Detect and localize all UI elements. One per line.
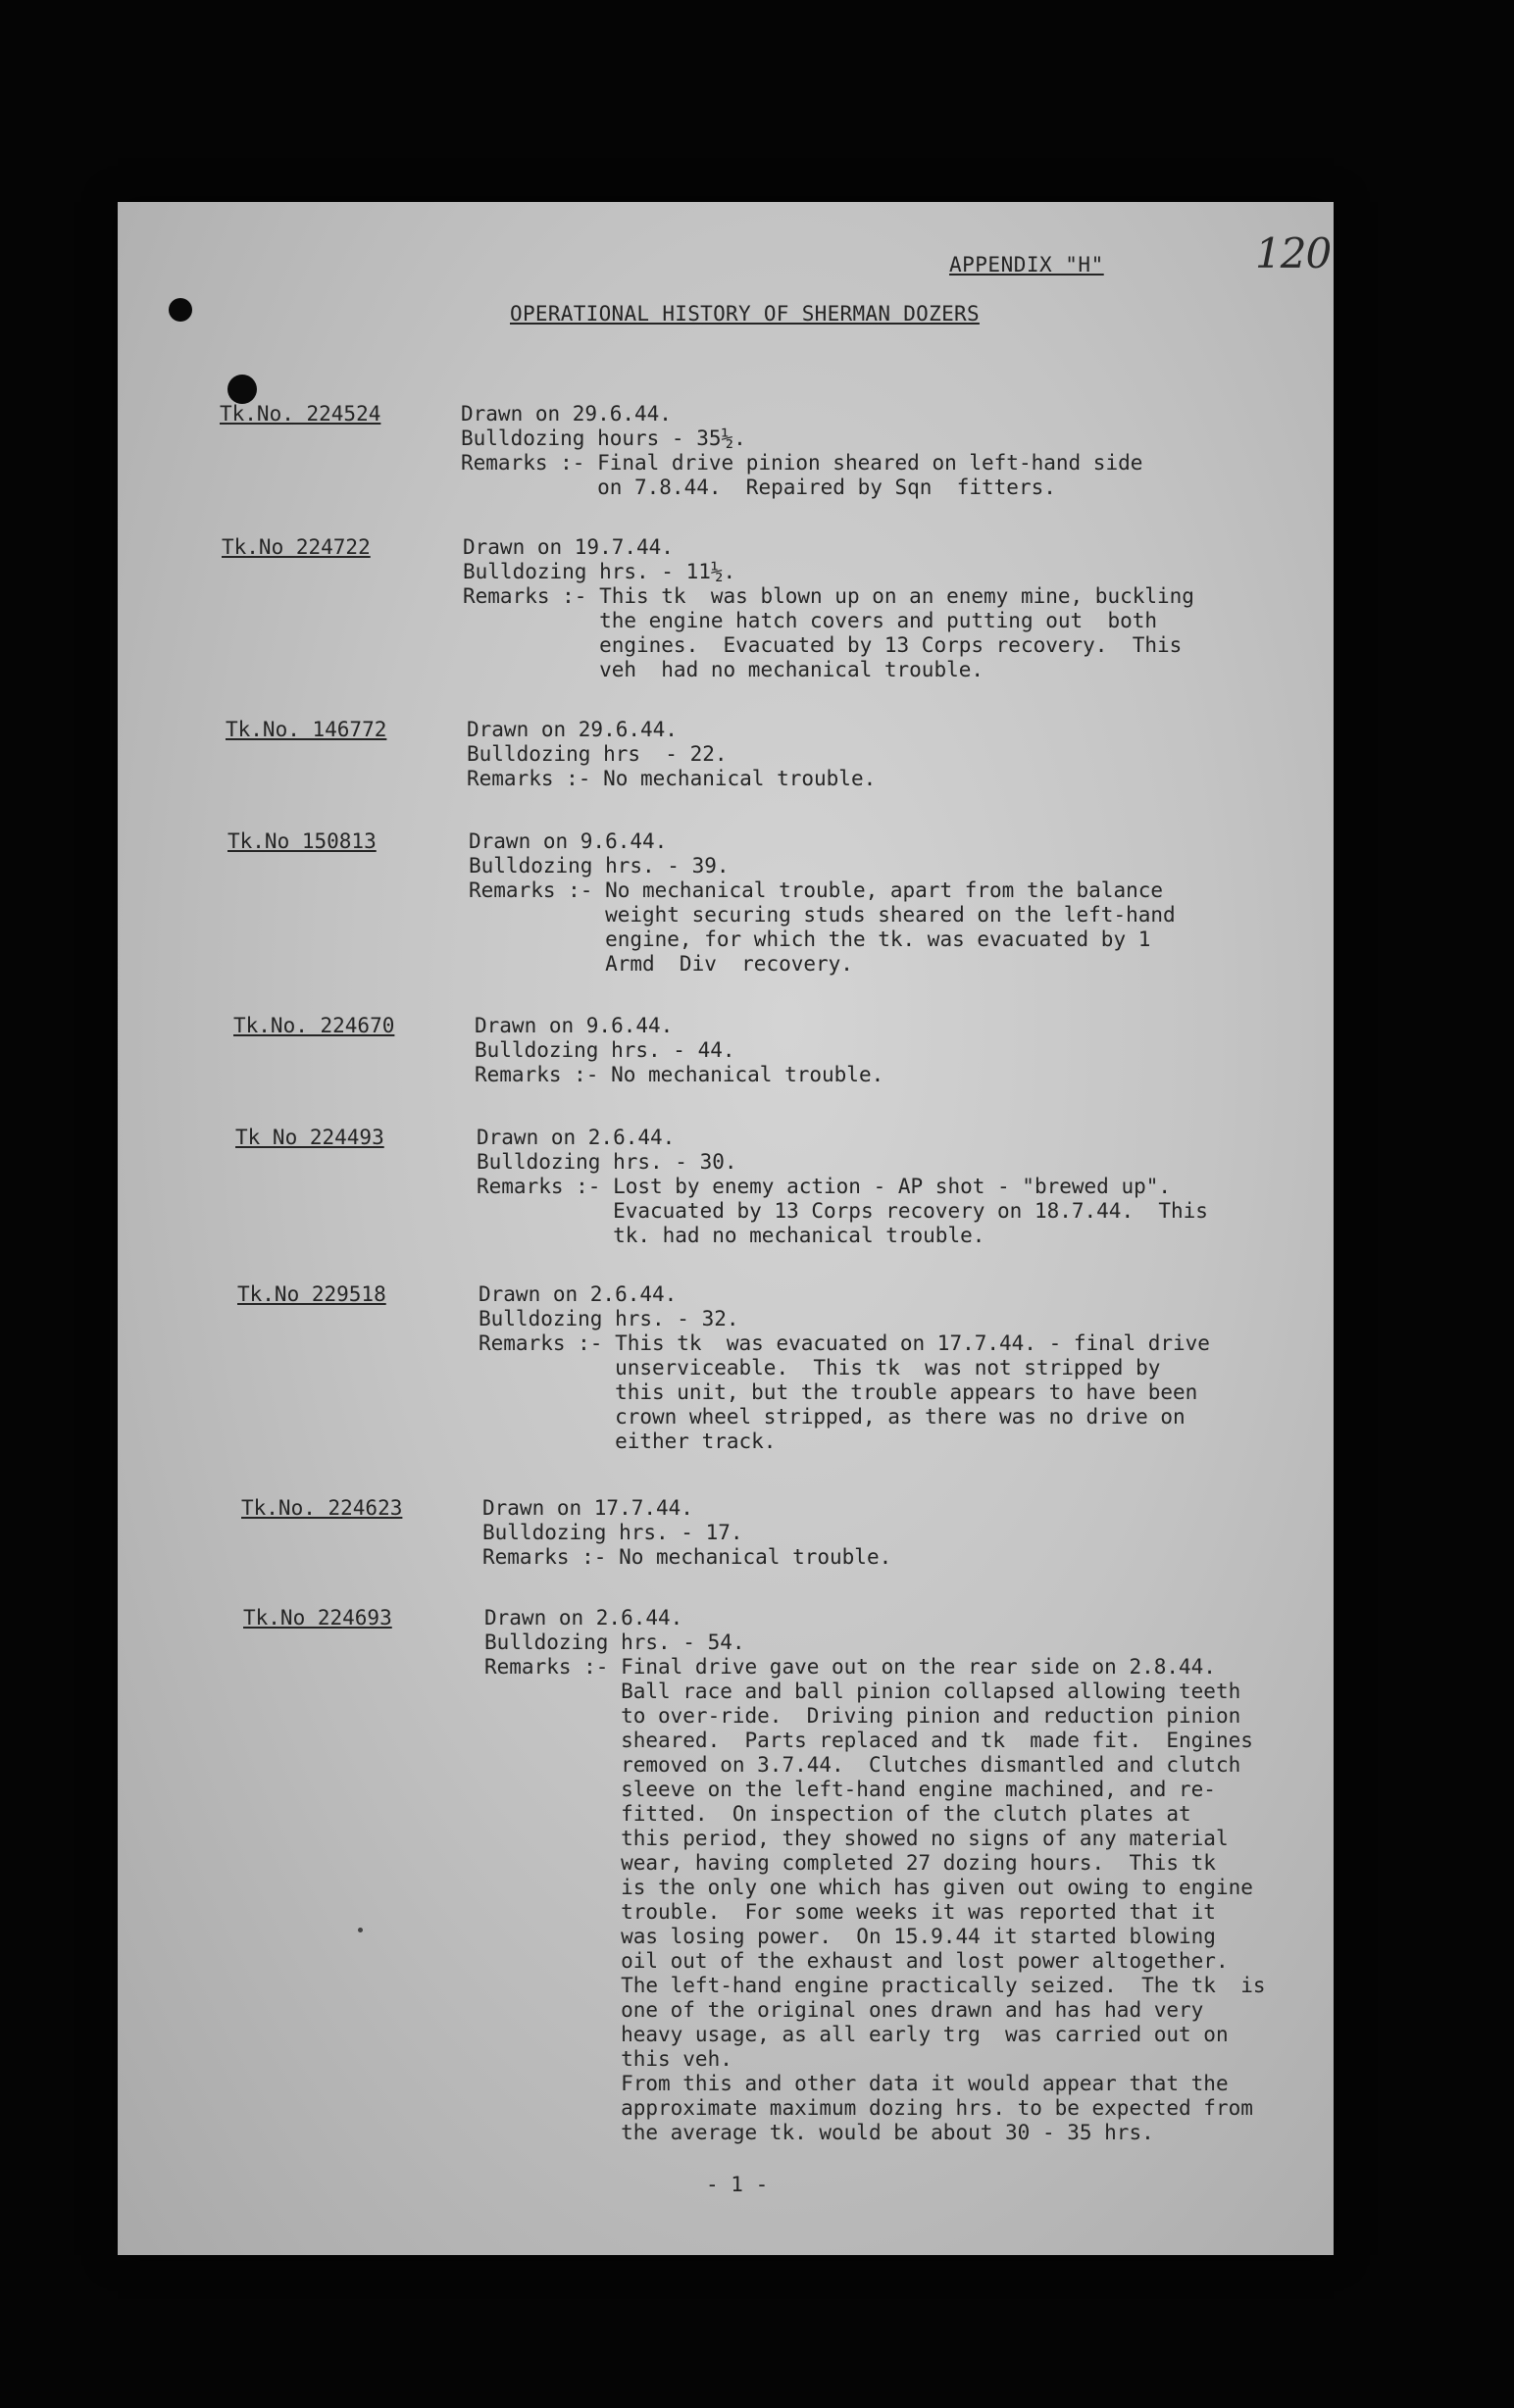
bulldozing-hours: Bulldozing hrs. - 54. <box>484 1630 745 1654</box>
drawn-date: Drawn on 19.7.44. <box>463 535 674 559</box>
remarks-label: Remarks :- <box>461 451 598 475</box>
remarks-line: sleeve on the left-hand engine machined, and re- <box>621 1778 1216 1801</box>
bulldozing-hours: Bulldozing hrs - 22. <box>467 742 728 766</box>
drawn-date: Drawn on 9.6.44. <box>475 1014 674 1037</box>
remarks-label: Remarks :- <box>469 878 606 902</box>
tank-number: Tk.No 150813 <box>227 829 377 853</box>
bulldozing-hours: Bulldozing hrs. - 39. <box>469 854 730 878</box>
remarks-line: No mechanical trouble. <box>611 1063 884 1086</box>
punch-hole <box>227 375 257 404</box>
remarks-line: No mechanical trouble. <box>603 767 877 790</box>
remarks-line: This tk was blown up on an enemy mine, buckling <box>599 584 1194 608</box>
remarks-line: Armd Div recovery. <box>605 952 853 976</box>
remarks-line: No mechanical trouble. <box>619 1545 892 1569</box>
punch-hole <box>169 298 192 322</box>
remarks-text <box>615 1331 1210 1454</box>
remarks-text <box>613 1175 1208 1248</box>
remarks-line: wear, having completed 27 dozing hours. This tk <box>621 1851 1216 1875</box>
remarks-line: Final drive pinion sheared on left-hand side <box>597 451 1143 475</box>
remarks-text <box>605 878 1176 977</box>
bulldozing-hours: Bulldozing hrs. - 17. <box>482 1521 743 1544</box>
document-page <box>118 202 1334 2255</box>
remarks-line: removed on 3.7.44. Clutches dismantled and clutch <box>621 1753 1241 1777</box>
remarks-line: the average tk. would be about 30 - 35 hrs. <box>621 2121 1154 2144</box>
remarks-line: oil out of the exhaust and lost power altogether. <box>621 1949 1229 1973</box>
remarks-line: crown wheel stripped, as there was no drive on <box>615 1405 1186 1429</box>
remarks-line: engine, for which the tk. was evacuated by 1 <box>605 928 1151 951</box>
remarks-line: Ball race and ball pinion collapsed allowing teeth <box>621 1680 1241 1703</box>
remarks-line: trouble. For some weeks it was reported that it <box>621 1900 1216 1924</box>
remarks-line: approximate maximum dozing hrs. to be expected from <box>621 2096 1253 2120</box>
remarks-line: No mechanical trouble, apart from the balance <box>605 878 1164 902</box>
remarks-line: unserviceable. This tk was not stripped by <box>615 1356 1161 1380</box>
remarks-line: either track. <box>615 1430 777 1453</box>
bulldozing-hours: Bulldozing hrs. - 44. <box>475 1038 735 1062</box>
paper-speck <box>358 1928 363 1932</box>
tank-number: Tk.No. 224524 <box>220 402 381 426</box>
drawn-date: Drawn on 2.6.44. <box>477 1126 676 1149</box>
remarks-line: Evacuated by 13 Corps recovery on 18.7.44. This <box>613 1199 1208 1223</box>
remarks-text <box>599 584 1194 682</box>
tank-number: Tk.No 229518 <box>237 1282 386 1306</box>
remarks-label: Remarks :- <box>482 1545 620 1569</box>
remarks-line: Final drive gave out on the rear side on 2.8.44. <box>621 1655 1216 1679</box>
handwritten-page-number: 120 <box>1255 229 1332 277</box>
remarks-line: this unit, but the trouble appears to have been <box>615 1380 1198 1404</box>
remarks-line: this veh. <box>621 2047 732 2071</box>
tank-number: Tk.No. 224623 <box>241 1496 403 1520</box>
drawn-date: Drawn on 17.7.44. <box>482 1496 693 1520</box>
bulldozing-hours: Bulldozing hrs. - 30. <box>477 1150 737 1174</box>
remarks-label: Remarks :- <box>479 1331 616 1355</box>
remarks-label: Remarks :- <box>484 1655 622 1679</box>
remarks-label: Remarks :- <box>463 584 600 608</box>
remarks-text <box>619 1545 891 1570</box>
remarks-text <box>611 1063 883 1087</box>
remarks-line: to over-ride. Driving pinion and reduction pinion <box>621 1704 1241 1728</box>
tank-number: Tk.No. 224670 <box>233 1014 395 1037</box>
remarks-line: is the only one which has given out owing to engine <box>621 1876 1253 1899</box>
document-title: OPERATIONAL HISTORY OF SHERMAN DOZERS <box>510 302 980 326</box>
remarks-line: heavy usage, as all early trg was carried out on <box>621 2023 1229 2046</box>
remarks-label: Remarks :- <box>475 1063 612 1086</box>
drawn-date: Drawn on 2.6.44. <box>484 1606 683 1630</box>
remarks-line: Lost by enemy action - AP shot - "brewed up". <box>613 1175 1172 1198</box>
remarks-line: The left-hand engine practically seized. The tk is <box>621 1974 1266 1997</box>
bulldozing-hours: Bulldozing hours - 35½. <box>461 426 746 450</box>
remarks-line: fitted. On inspection of the clutch plates at <box>621 1802 1191 1826</box>
remarks-line: this period, they showed no signs of any material <box>621 1827 1229 1850</box>
remarks-line: This tk was evacuated on 17.7.44. - final drive <box>615 1331 1210 1355</box>
remarks-line: engines. Evacuated by 13 Corps recovery. This <box>599 633 1183 657</box>
remarks-label: Remarks :- <box>477 1175 614 1198</box>
remarks-text <box>597 451 1142 500</box>
bulldozing-hours: Bulldozing hrs. - 11½. <box>463 560 736 583</box>
remarks-line: one of the original ones drawn and has had very <box>621 1998 1204 2022</box>
remarks-label: Remarks :- <box>467 767 604 790</box>
remarks-line: sheared. Parts replaced and tk made fit. Engines <box>621 1729 1253 1752</box>
drawn-date: Drawn on 29.6.44. <box>461 402 672 426</box>
tank-number: Tk.No 224722 <box>222 535 371 559</box>
remarks-line: tk. had no mechanical trouble. <box>613 1224 985 1247</box>
appendix-heading: APPENDIX "H" <box>949 253 1104 276</box>
tank-number: Tk No 224493 <box>235 1126 384 1149</box>
remarks-line: was losing power. On 15.9.44 it started blowing <box>621 1925 1216 1948</box>
drawn-date: Drawn on 29.6.44. <box>467 718 678 741</box>
remarks-line: veh had no mechanical trouble. <box>599 658 984 681</box>
drawn-date: Drawn on 2.6.44. <box>479 1282 678 1306</box>
remarks-line: the engine hatch covers and putting out both <box>599 609 1158 632</box>
tank-number: Tk.No. 146772 <box>226 718 387 741</box>
remarks-line: weight securing studs sheared on the left-hand <box>605 903 1176 927</box>
page-number: - 1 - <box>706 2173 769 2196</box>
remarks-text <box>603 767 876 791</box>
remarks-text <box>621 1655 1265 2145</box>
drawn-date: Drawn on 9.6.44. <box>469 829 668 853</box>
remarks-line: on 7.8.44. Repaired by Sqn fitters. <box>597 476 1056 499</box>
bulldozing-hours: Bulldozing hrs. - 32. <box>479 1307 739 1330</box>
tank-number: Tk.No 224693 <box>243 1606 392 1630</box>
remarks-line: From this and other data it would appear that the <box>621 2072 1229 2095</box>
